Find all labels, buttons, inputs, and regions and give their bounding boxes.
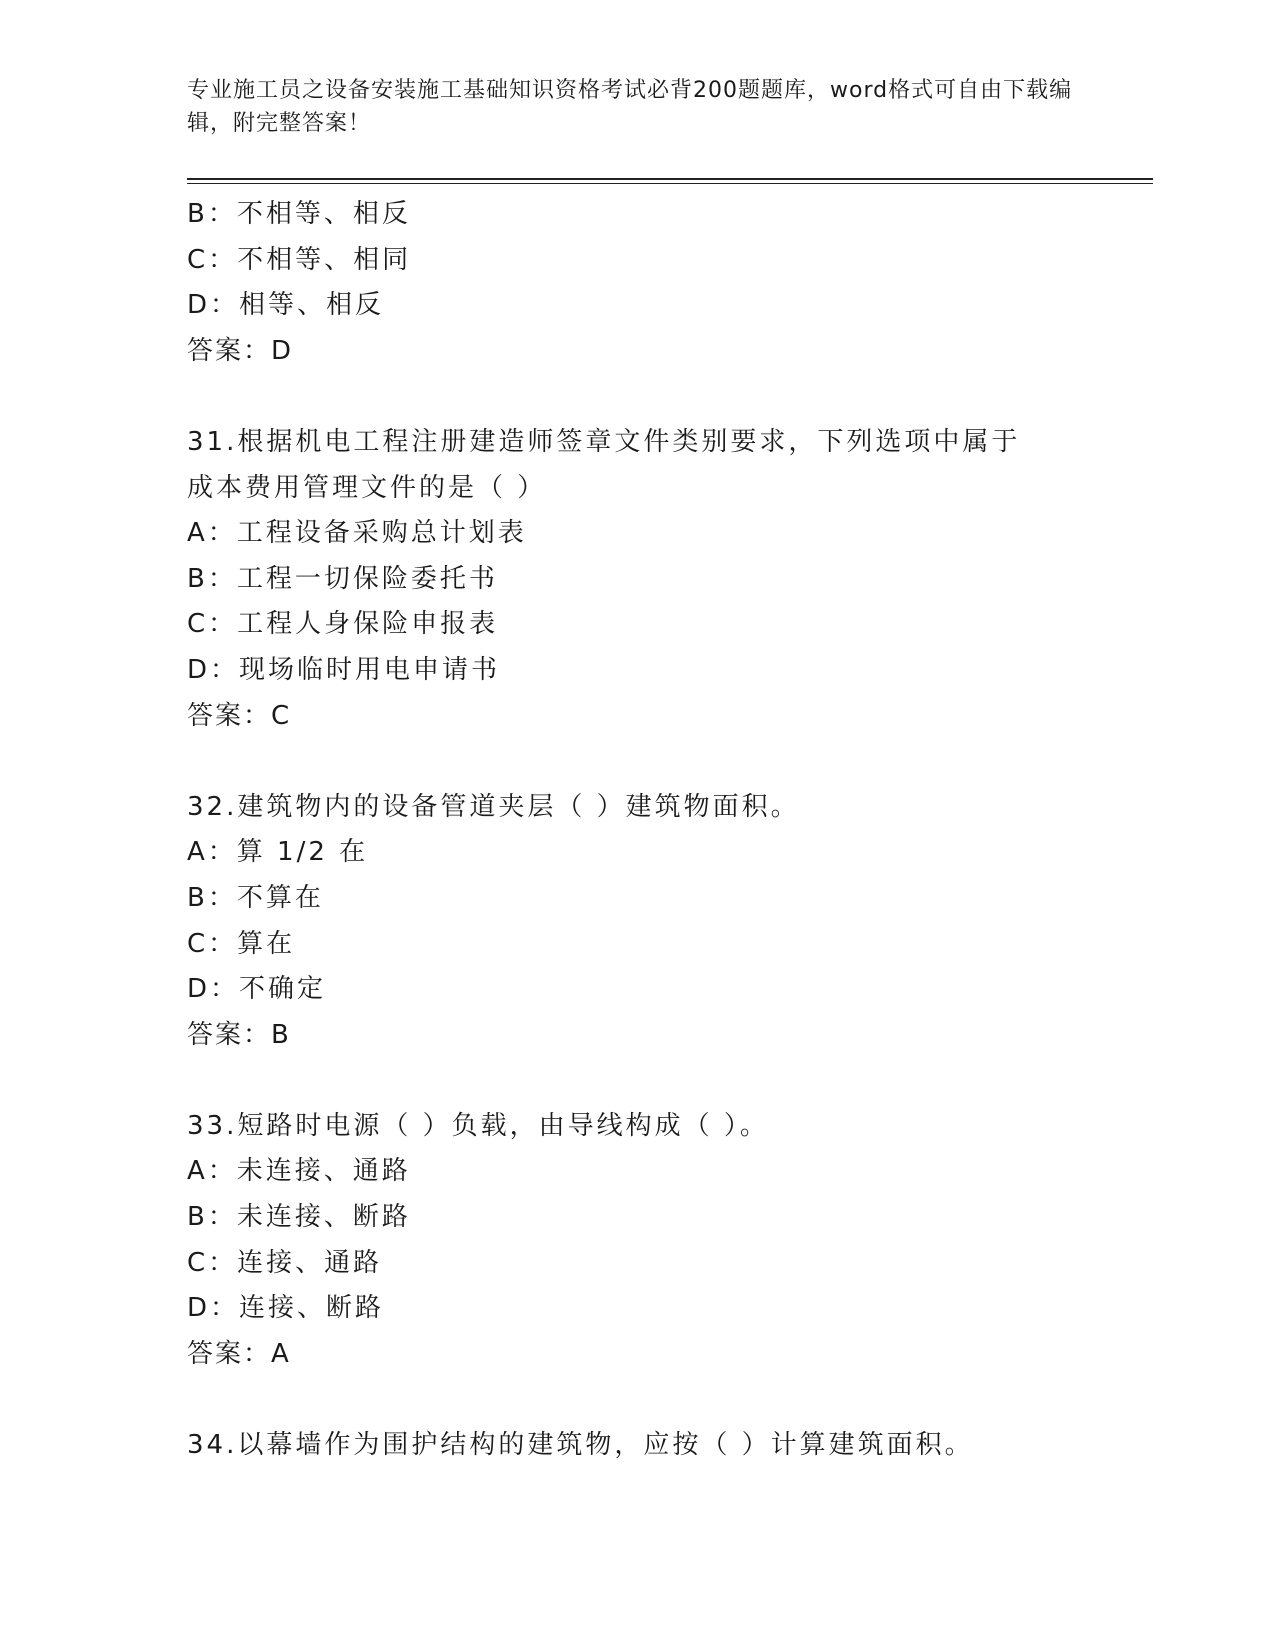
option-c: C：不相等、相同 [187,244,412,275]
option-a: A：工程设备采购总计划表 [187,518,527,549]
option-d: D：相等、相反 [187,290,385,321]
option-d: D：连接、断路 [187,1293,385,1324]
question-title: 32.建筑物内的设备管道夹层（ ）建筑物面积。 [187,791,800,822]
option-d: D：现场临时用电申请书 [187,654,501,685]
header-rule-thin [187,183,1153,184]
question-title: 33.短路时电源（ ）负载，由导线构成（ ）。 [187,1110,769,1141]
spacer [187,1377,1087,1423]
question-34 [187,1423,1087,1469]
answer-label: 答案： [187,1019,272,1050]
answer-value: A [271,1338,291,1369]
answer-line [187,1013,1087,1059]
question-list [187,192,1087,1469]
answer-value: C [271,700,292,731]
answer-label: 答案： [187,335,272,366]
page-header: 专业施工员之设备安装施工基础知识资格考试必背200题题库，word格式可自由下载编辑，附完整答案！ [187,78,1073,136]
question-title: 34.以幕墙作为围护结构的建筑物，应按（ ）计算建筑面积。 [187,1430,974,1461]
answer-line [187,694,1087,740]
option-b: B：工程一切保险委托书 [187,563,498,594]
question-32 [187,785,1087,1059]
question-31 [187,420,1087,739]
answer-line [187,329,1087,375]
spacer [187,739,1087,785]
answer-value: B [271,1019,291,1050]
answer-label: 答案： [187,1338,272,1369]
option-a: A：算 1/2 在 [187,837,369,868]
header-rule-thick [187,178,1153,180]
continued-question [187,192,1087,374]
option-c: C：工程人身保险申报表 [187,609,499,640]
question-33 [187,1104,1087,1378]
option-b: B：不相等、相反 [187,199,411,229]
spacer [187,1058,1087,1104]
question-title: 31.根据机电工程注册建造师签章文件类别要求，下列选项中属于成本费用管理文件的是（ ） [187,426,1021,503]
option-a: A：未连接、通路 [187,1156,411,1187]
option-c: C：连接、通路 [187,1247,383,1278]
option-d: D：不确定 [187,974,327,1005]
answer-value: D [271,335,294,366]
answer-label: 答案： [187,700,272,731]
answer-line [187,1332,1087,1378]
option-c: C：算在 [187,928,296,959]
spacer [187,374,1087,420]
option-b: B：不算在 [187,882,324,913]
option-b: B：未连接、断路 [187,1202,411,1233]
